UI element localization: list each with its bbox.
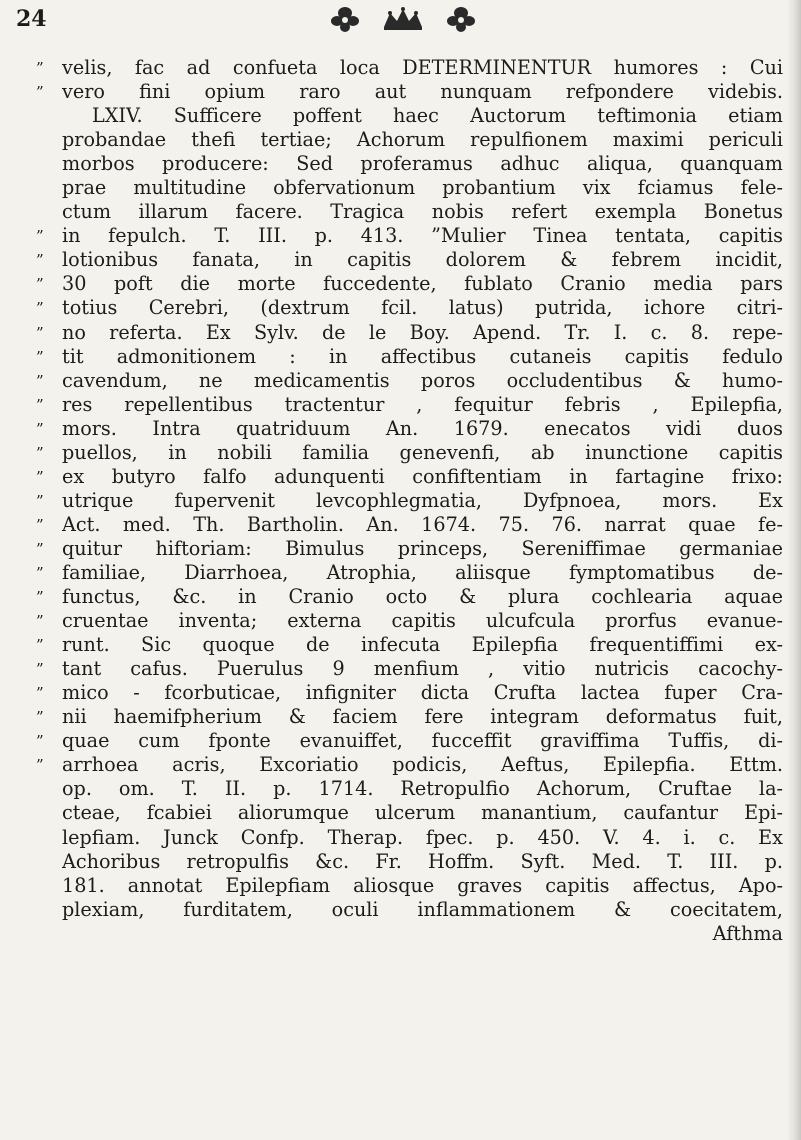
text-line [0, 585, 801, 609]
quote-mark: ” [36, 563, 44, 582]
line-text: no referta. Ex Sylv. de le Boy. Apend. Tr. I. c. 8. repe- [62, 320, 783, 344]
line-text: 30 poft die morte fuccedente, fublato Cranio media pars [62, 272, 783, 296]
text-line [0, 248, 801, 272]
quote-mark: ” [36, 299, 44, 318]
text-line [0, 561, 801, 585]
header-ornament [328, 4, 478, 34]
text-line [0, 537, 801, 561]
text-line [0, 200, 801, 224]
line-text: lotionibus fanata, in capitis dolorem & febrem incidit, [62, 248, 783, 272]
text-line [0, 609, 801, 633]
line-text: totius Cerebri, (dextrum fcil. latus) putrida, ichore citri- [62, 296, 783, 320]
line-text: vero fini opium raro aut nunquam refpondere videbis. [62, 80, 783, 104]
text-line [0, 152, 801, 176]
text-line [0, 753, 801, 777]
line-text: mors. Intra quatriduum An. 1679. enecatos vidi duos [62, 416, 783, 440]
text-line [0, 633, 801, 657]
quote-mark: ” [36, 419, 44, 438]
quote-mark: ” [36, 467, 44, 486]
text-line [0, 801, 801, 825]
text-line [0, 56, 801, 80]
text-line [0, 922, 801, 946]
line-text: in fepulch. T. III. p. 413. ”Mulier Tinea tentata, capitis [62, 224, 783, 248]
quote-mark: ” [36, 227, 44, 246]
fleuron-right-icon [444, 5, 478, 33]
text-line [0, 729, 801, 753]
quote-mark: ” [36, 83, 44, 102]
quote-mark: ” [36, 491, 44, 510]
line-text: velis, fac ad confueta loca DETERMINENTUR humores : Cui [62, 56, 783, 79]
text-line [0, 321, 801, 345]
line-text: mico - fcorbuticae, infigniter dicta Crufta lactea fuper Cra- [62, 681, 783, 705]
text-line [0, 777, 801, 801]
line-text: familiae, Diarrhoea, Atrophia, aliisque fymptomatibus de- [62, 560, 783, 584]
line-text: quae cum fponte evanuiffet, fucceffit graviffima Tuffis, di- [62, 729, 783, 753]
quote-mark: ” [36, 251, 44, 270]
quote-mark: ” [36, 323, 44, 342]
line-text: Afthma [712, 921, 783, 945]
line-text: op. om. T. II. p. 1714. Retropulfio Achorum, Cruftae la- [62, 777, 783, 801]
line-text: utrique fupervenit levcophlegmatia, Dyfpnoea, mors. Ex [62, 488, 783, 512]
text-line [0, 128, 801, 152]
fleuron-left-icon [328, 5, 362, 33]
page-edge-shadow [787, 0, 801, 1140]
text-line [0, 513, 801, 537]
line-text: plexiam, furditatem, oculi inflammationem & coecitatem, [62, 897, 783, 921]
text-line [0, 80, 801, 104]
line-text: 181. annotat Epilepfiam aliosque graves capitis affectus, Apo- [62, 873, 783, 897]
line-text: probandae thefi tertiae; Achorum repulfionem maximi periculi [62, 128, 783, 152]
text-line [0, 657, 801, 681]
line-text: puellos, in nobili familia genevenfi, ab inunctione capitis [62, 440, 783, 464]
line-text: functus, &c. in Cranio octo & plura cochlearia aquae [62, 585, 783, 609]
text-line [0, 296, 801, 320]
line-text: ex butyro falfo adunquenti confiftentiam in fartagine frixo: [62, 464, 783, 488]
text-line [0, 489, 801, 513]
quote-mark: ” [36, 59, 44, 77]
text-line [0, 705, 801, 729]
quote-mark: ” [36, 515, 44, 534]
quote-mark: ” [36, 684, 44, 703]
text-line [0, 176, 801, 200]
body-text [0, 56, 801, 946]
quote-mark: ” [36, 275, 44, 294]
crown-ornament-icon [380, 7, 426, 31]
text-line [0, 224, 801, 248]
line-text: prae multitudine obfervationum probantium vix fciamus fele- [62, 176, 783, 200]
line-text: tant cafus. Puerulus 9 menfium , vitio nutricis cacochy- [62, 657, 783, 681]
text-line [0, 393, 801, 417]
text-line [0, 345, 801, 369]
line-text: ctum illarum facere. Tragica nobis refert exempla Bonetus [62, 200, 783, 224]
quote-mark: ” [36, 371, 44, 390]
line-text: Achoribus retropulfis &c. Fr. Hoffm. Syft. Med. T. III. p. [62, 849, 783, 873]
text-line [0, 681, 801, 705]
text-line [0, 850, 801, 874]
text-line [0, 272, 801, 296]
page-header [16, 4, 776, 44]
line-text: tit admonitionem : in affectibus cutaneis capitis fedulo [62, 344, 783, 368]
text-line [0, 826, 801, 850]
text-line [0, 104, 801, 128]
text-line [0, 874, 801, 898]
line-text: nii haemifpherium & faciem fere integram deformatus fuit, [62, 705, 783, 729]
quote-mark: ” [36, 612, 44, 631]
quote-mark: ” [36, 588, 44, 607]
quote-mark: ” [36, 660, 44, 679]
line-text: lepfiam. Junck Confp. Therap. fpec. p. 450. V. 4. i. c. Ex [62, 825, 783, 849]
line-text: LXIV. Sufficere poffent haec Auctorum teftimonia etiam [92, 104, 783, 128]
page-number: 24 [16, 6, 47, 32]
quote-mark: ” [36, 539, 44, 558]
text-line [0, 465, 801, 489]
quote-mark: ” [36, 395, 44, 414]
line-text: cteae, fcabiei aliorumque ulcerum manantium, caufantur Epi- [62, 801, 783, 825]
text-line [0, 441, 801, 465]
text-line [0, 369, 801, 393]
line-text: cavendum, ne medicamentis poros occludentibus & humo- [62, 368, 783, 392]
text-line [0, 898, 801, 922]
line-text: morbos producere: Sed proferamus adhuc aliqua, quanquam [62, 152, 783, 176]
line-text: cruentae inventa; externa capitis ulcufcula prorfus evanue- [62, 609, 783, 633]
line-text: res repellentibus tractentur , fequitur febris , Epilepfia, [62, 392, 783, 416]
quote-mark: ” [36, 708, 44, 727]
quote-mark: ” [36, 756, 44, 775]
line-text: runt. Sic quoque de infecuta Epilepfia frequentiffimi ex- [62, 633, 783, 657]
line-text: Act. med. Th. Bartholin. An. 1674. 75. 76. narrat quae fe- [62, 512, 783, 536]
quote-mark: ” [36, 732, 44, 751]
quote-mark: ” [36, 443, 44, 462]
quote-mark: ” [36, 347, 44, 366]
quote-mark: ” [36, 636, 44, 655]
text-line [0, 417, 801, 441]
line-text: quitur hiftoriam: Bimulus princeps, Sereniffimae germaniae [62, 536, 783, 560]
line-text: arrhoea acris, Excoriatio podicis, Aeftus, Epilepfia. Ettm. [62, 753, 783, 777]
